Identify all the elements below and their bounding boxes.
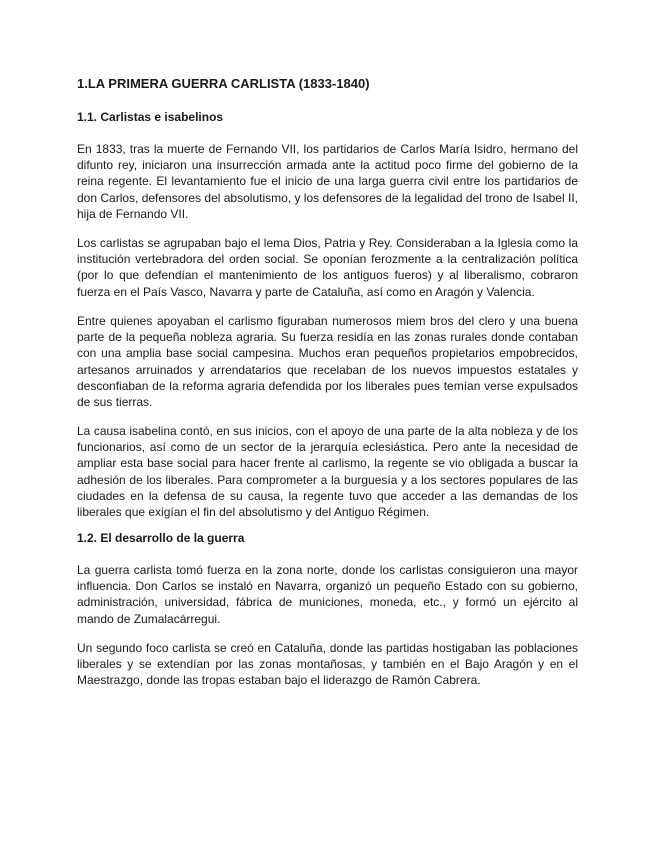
- paragraph: La guerra carlista tomó fuerza en la zona norte, donde los carlistas consiguieron una mayor influencia. Don Carlos se instaló en Navarra, organizó un pequeño Estado con su gobierno, administración, universidad, fábrica de municiones, moneda, etc., y formó un ejército al mando de Zumalacárregui.: [77, 563, 578, 626]
- paragraph: Los carlistas se agrupaban bajo el lema Dios, Patria y Rey. Consideraban a la Iglesia como la institución vertebradora del orden social. Se oponían ferozmente a la centralización política (por lo que defendían el mantenimiento de los antiguos fueros) y al liberalismo, cobraron fuerza en el País Vasco, Navarra y parte de Cataluña, así como en Aragón y Valencia.: [77, 236, 578, 299]
- paragraph: Entre quienes apoyaban el carlismo figuraban numerosos miem bros del clero y una buena parte de la pequeña nobleza agraria. Su fuerza residía en las zonas rurales donde contaban con una amplia base social campesina. Muchos eran pequeños propietarios empobrecidos, artesanos arruinados y arrendatarios que recelaban de los nuevos impuestos estatales y desconfiaban de la reforma agraria defendida por los liberales pues temían verse expulsados de sus tierras.: [77, 314, 578, 410]
- paragraph: Un segundo foco carlista se creó en Cataluña, donde las partidas hostigaban las poblaciones liberales y se extendían por las zonas montañosas, y también en el Bajo Aragón y en el Maestrazgo, donde las tropas estaban bajo el liderazgo de Ramón Cabrera.: [77, 641, 578, 688]
- paragraph: En 1833, tras la muerte de Fernando VII, los partidarios de Carlos María Isidro, hermano del difunto rey, iniciaron una insurrección armada ante la actitud poco firme del gobierno de la reina regente. El levantamiento fue el inicio de una larga guerra civil entre los partidarios de don Carlos, defensores del absolutismo, y los defensores de la legalidad del trono de Isabel II, hija de Fernando VII.: [77, 142, 578, 221]
- section-heading: 1.1. Carlistas e isabelinos: [77, 110, 224, 124]
- section-heading: 1.2. El desarrollo de la guerra: [77, 531, 245, 545]
- document-title: 1.LA PRIMERA GUERRA CARLISTA (1833-1840): [77, 76, 370, 91]
- paragraph: La causa isabelina contó, en sus inicios, con el apoyo de una parte de la alta nobleza y de los funcionarios, así como de un sector de la jerarquía eclesiástica. Pero ante la necesidad de ampliar esta base social para hacer frente al carlismo, la regente se vio obligada a buscar la adhesión de los liberales. Para comprometer a la burguesía y a los sectores populares de las ciudades en la defensa de su causa, la regente tuvo que acceder a las demandas de los liberales que exigían el fin del absolutismo y del Antiguo Régimen.: [77, 424, 578, 520]
